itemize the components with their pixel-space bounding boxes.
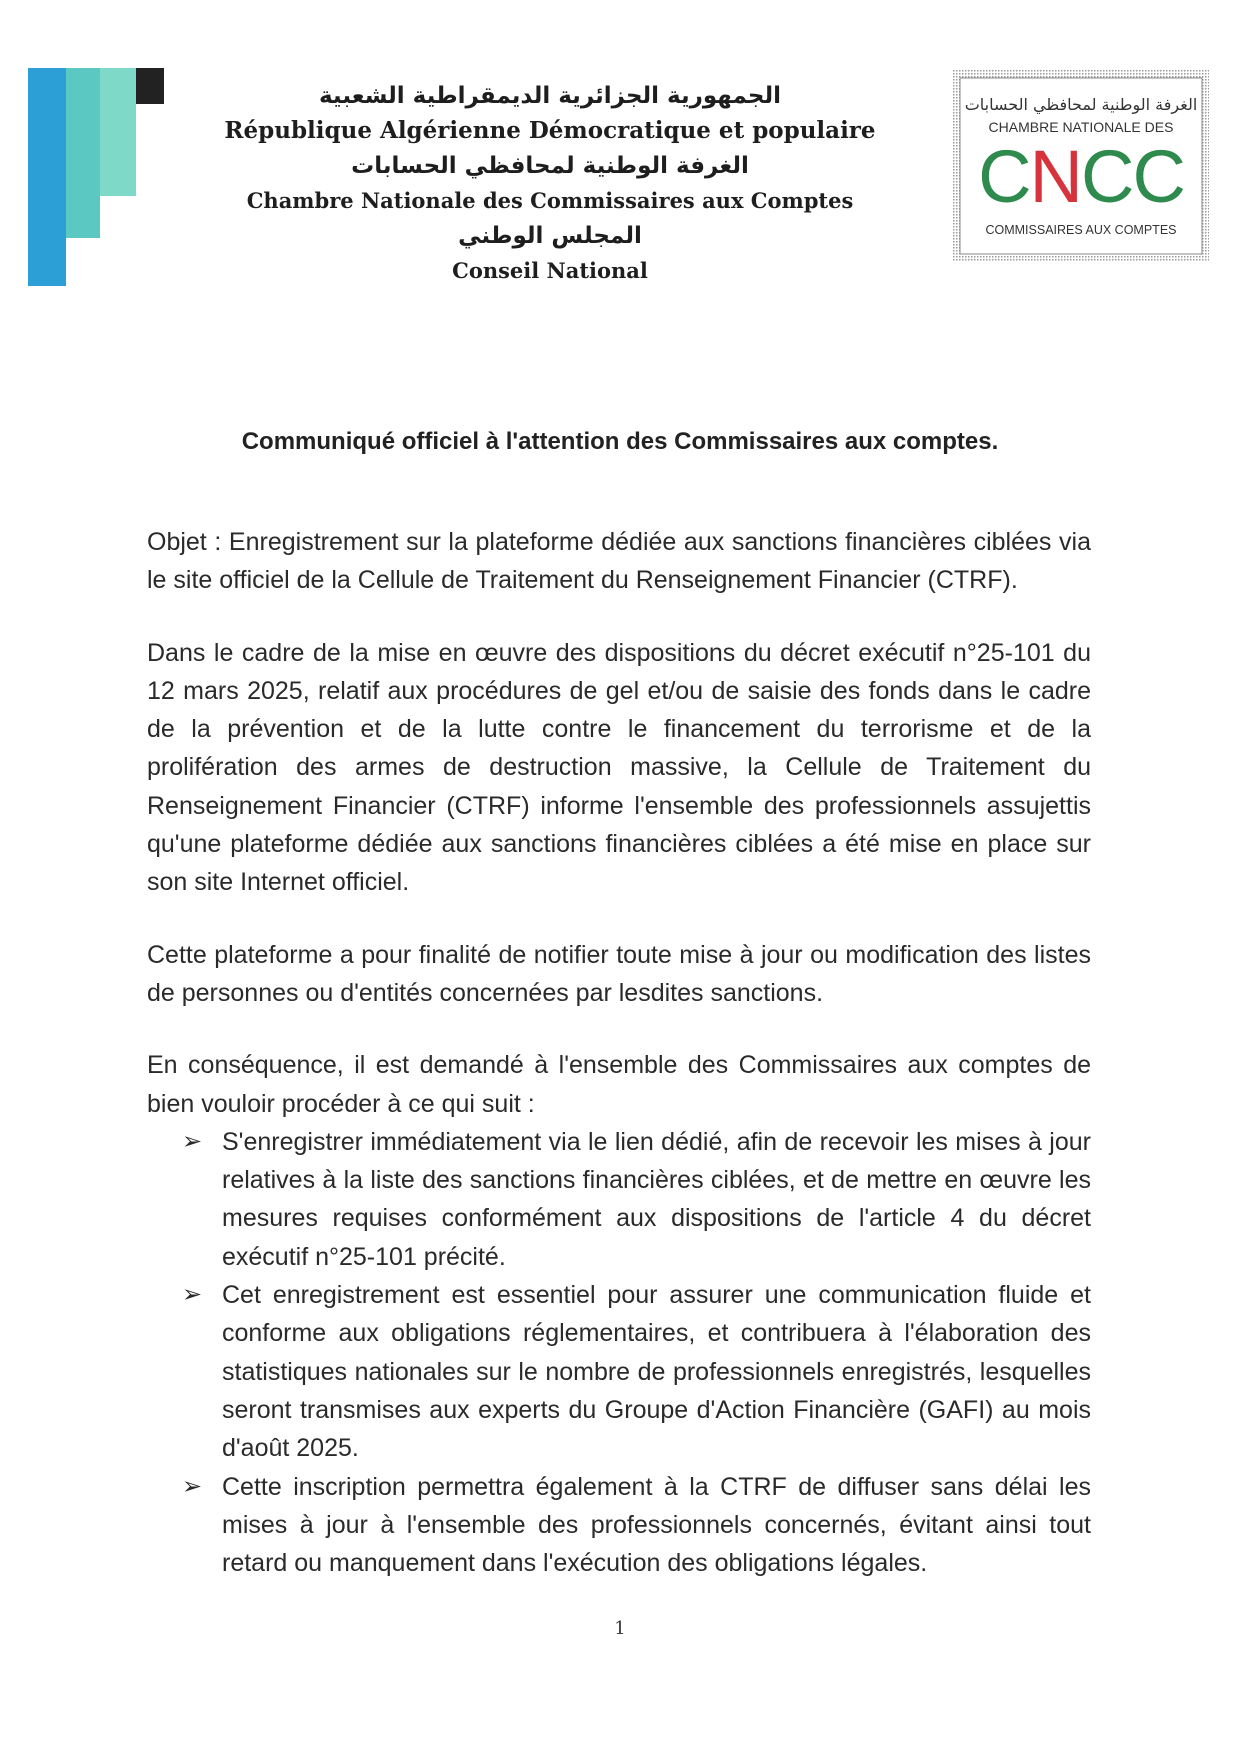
logo-acronym-letter: C: [978, 135, 1030, 218]
paragraph-objet: Objet : Enregistrement sur la plateforme dédiée aux sanctions financières ciblées via le site officiel de la Cellule de Traitement du Renseignement Financier (CTRF).: [147, 528, 1091, 595]
list-item-text: S'enregistrer immédiatement via le lien dédié, afin de recevoir les mises à jour relatives à la liste des sanctions financières ciblées, et de mettre en œuvre les mesures requises conformément aux dispositions de l'article 4 du décret exécutif n°25-101 précité.: [222, 1127, 1091, 1271]
left-brand-logo: [28, 68, 178, 286]
document-body: [147, 523, 1091, 1582]
logo-bar-aqua: [100, 68, 136, 196]
document-header: [160, 80, 940, 290]
cncc-logo-graphic: [953, 70, 1209, 262]
paragraph-cadre: Dans le cadre de la mise en œuvre des dispositions du décret exécutif n°25-101 du 12 mars 2025, relatif aux procédures de gel et/ou de saisie des fonds dans le cadre de la prévention et de la lutte contre le financement du terrorisme et de la prolifération des armes de destruction massive, la Cellule de Traitement du Renseignement Financier (CTRF) informe l'ensemble des professionnels assujettis qu'une plateforme dédiée aux sanctions financières ciblées a été mise en place sur son site Internet officiel.: [147, 638, 1091, 897]
header-arabic-chamber: الغرفة الوطنية لمحافظي الحسابات: [351, 153, 749, 179]
document-title: Communiqué officiel à l'attention des Commissaires aux comptes.: [241, 428, 999, 455]
header-french-council: Conseil National: [452, 258, 648, 283]
arrow-bullet-icon: ➢: [182, 1472, 203, 1500]
list-item: [182, 1276, 1091, 1467]
cncc-logo: [953, 70, 1209, 262]
header-arabic-republic: الجمهورية الجزائرية الديمقراطية الشعبية: [318, 83, 782, 109]
logo-arabic-name: الغرفة الوطنية لمحافظي الحسابات: [964, 95, 1198, 114]
header-french-republic: République Algérienne Démocratique et populaire: [224, 117, 876, 144]
header-arabic-council: المجلس الوطني: [458, 223, 642, 249]
logo-acronym-letter: C: [1081, 135, 1133, 218]
left-brand-logo-graphic: [28, 68, 178, 286]
list-item: [182, 1468, 1091, 1583]
logo-acronym: [978, 135, 1184, 218]
list-item-text: Cette inscription permettra également à la CTRF de diffuser sans délai les mises à jour à l'ensemble des professionnels concernés, évitant ainsi tout retard ou manquement dans l'exécution des obligations légales.: [222, 1472, 1091, 1578]
list-item: [182, 1123, 1091, 1276]
header-french-chamber: Chambre Nationale des Commissaires aux Comptes: [246, 188, 854, 213]
logo-acronym-letter: N: [1029, 135, 1081, 218]
page-number: 1: [614, 1618, 626, 1639]
list-item-text: Cet enregistrement est essentiel pour assurer une communication fluide et conforme aux obligations réglementaires, et contribuera à l'élaboration des statistiques nationales sur le nombre de professionnels enregistrés, lesquelles seront transmises aux experts du Groupe d'Action Financière (GAFI) au mois d'août 2025.: [222, 1281, 1091, 1463]
paragraph-finalite: Cette plateforme a pour finalité de notifier toute mise à jour ou modification des listes de personnes ou d'entités concernées par lesdites sanctions.: [147, 940, 1091, 1007]
logo-bottom-text: COMMISSAIRES AUX COMPTES: [985, 223, 1177, 237]
arrow-bullet-icon: ➢: [182, 1281, 203, 1309]
logo-top-text: CHAMBRE NATIONALE DES: [988, 119, 1174, 135]
logo-bar-blue: [28, 68, 66, 286]
paragraph-consequence: En conséquence, il est demandé à l'ensemble des Commissaires aux comptes de bien vouloir procéder à ce qui suit :: [147, 1051, 1091, 1118]
action-list: [147, 1123, 1091, 1583]
logo-acronym-letter: C: [1132, 135, 1184, 218]
logo-bar-light-blue: [66, 68, 100, 238]
arrow-bullet-icon: ➢: [182, 1127, 203, 1155]
